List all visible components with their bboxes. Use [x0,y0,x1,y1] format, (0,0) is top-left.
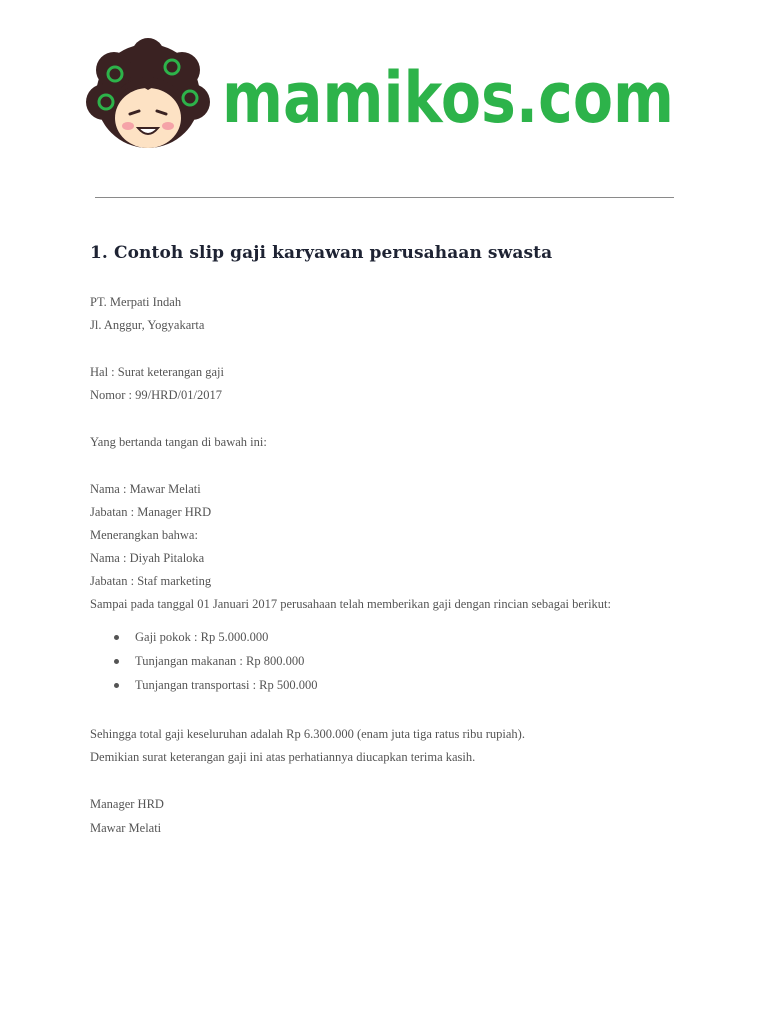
letter-intro: Yang bertanda tangan di bawah ini: [90,435,267,449]
total-salary: Sehingga total gaji keseluruhan adalah Rp 6.300.000 (enam juta tiga ratus ribu rupiah). [90,727,525,741]
signature-title: Manager HRD [90,797,164,811]
mascot-icon [86,38,210,148]
bullet-icon [114,659,119,664]
company-name: PT. Merpati Indah [90,295,182,309]
signer-title: Jabatan : Manager HRD [90,505,212,519]
bullet-icon [114,635,119,640]
employee-name: Nama : Diyah Pitaloka [90,551,205,565]
mamikos-logo [86,40,686,155]
employee-title: Jabatan : Staf marketing [90,574,212,588]
signer-name: Nama : Mawar Melati [90,482,201,496]
header-divider [95,197,674,198]
signature-name: Mawar Melati [90,821,162,835]
states-line: Menerangkan bahwa: [90,528,198,542]
mamikos-wordmark: mamikos.com [222,57,674,139]
list-item: Tunjangan transportasi : Rp 500.000 [135,678,318,692]
list-item: Tunjangan makanan : Rp 800.000 [135,654,305,668]
list-item: Gaji pokok : Rp 5.000.000 [135,630,269,644]
details-intro: Sampai pada tanggal 01 Januari 2017 perusahaan telah memberikan gaji dengan rincian sebagai berikut: [90,597,611,611]
section-heading: 1. Contoh slip gaji karyawan perusahaan swasta [90,243,553,263]
letter-subject: Hal : Surat keterangan gaji [90,365,224,379]
bullet-icon [114,683,119,688]
company-address: Jl. Anggur, Yogyakarta [90,318,205,332]
letter-number: Nomor : 99/HRD/01/2017 [90,388,222,402]
closing-line: Demikian surat keterangan gaji ini atas perhatiannya diucapkan terima kasih. [90,750,476,764]
